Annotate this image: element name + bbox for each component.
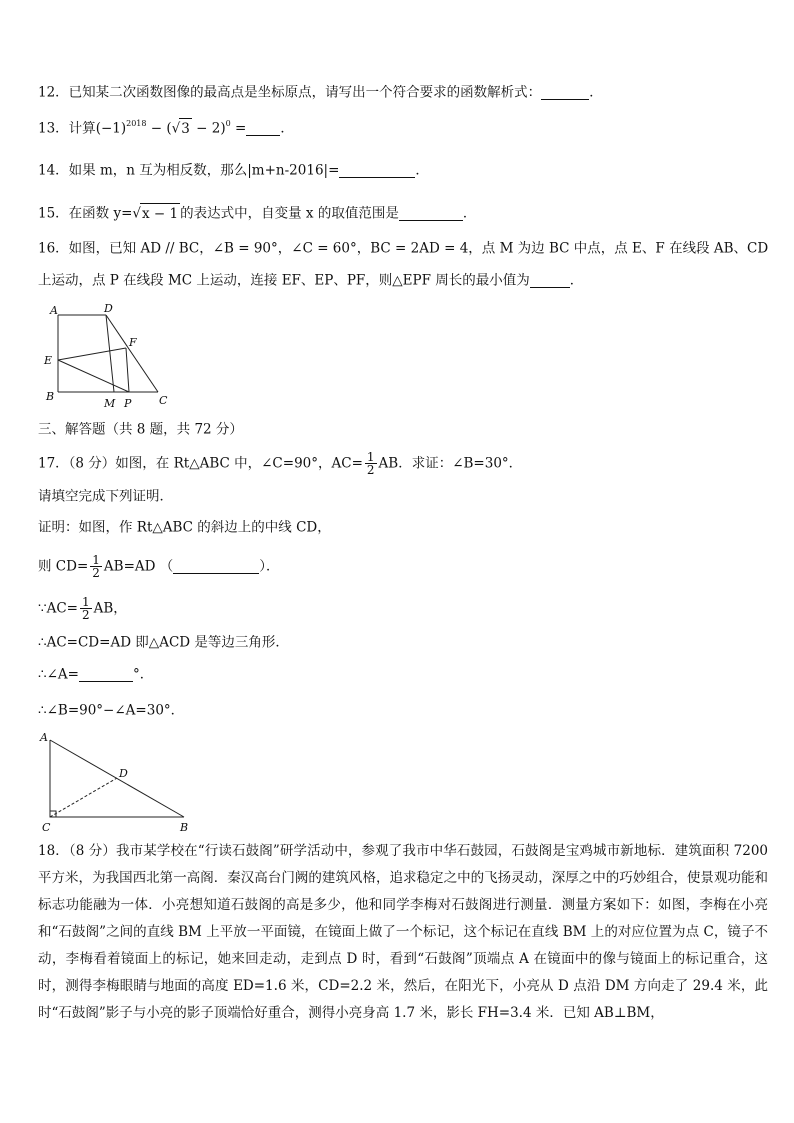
fraction: $\frac{1}{2}$ — [81, 595, 90, 622]
label-P: P — [124, 397, 132, 410]
question-14: 14．如果 m，n 互为相反数，那么|m+n-2016|= ． — [38, 162, 429, 179]
question-17-line-8: ∴∠B=90°−∠A=30°． — [38, 702, 185, 719]
question-18: 18．（8 分）我市某学校在“行读石鼓阁”研学活动中，参观了我市中华石鼓园，石鼓阁是宝鸡城市新地标．建筑面积 7200 平方米，为我国西北第一高阁．秦汉高台门阙的建筑风格，追求稳定之中的飞扬灵动，深厚之中的巧妙组合，使景观功能和标志功能融为一体．小亮想知道石鼓阁的高是多少，他和同学李梅对石鼓阁进行测量．测量方案如下：如图，李梅在小亮和“石鼓阁”之间的直线 BM 上平放一平面镜，在镜面上做了一个标记，这个标记在直线 BM 上的对应位置为点 C，镜子不动，李梅看着镜面上的标记，她来回走动，走到点 D 时，看到“石鼓阁”顶端点 A 在镜面中的像与镜面上的标记重合，这时，测得李梅眼睛与地面的高度 ED=1.6 米，CD=2.2 米，然后，在阳光下，小亮从 D 点沿 DM 方向走了 29.4 米，此时“石鼓阁”影子与小亮的影子顶端恰好重合，测得小亮身高 1.7 米，影长 FH=3.4 米．已知 AB⊥BM， — [38, 843, 768, 1021]
answer-blank[interactable] — [399, 206, 463, 221]
question-15: 15．在函数 y=√x − 1 的表达式中，自变量 x 的取值范围是 ． — [38, 203, 768, 224]
label-B: B — [180, 821, 189, 834]
figure-q17 — [36, 728, 196, 838]
answer-blank[interactable] — [246, 121, 280, 136]
question-17-line-6: ∴AC=CD=AD 即△ACD 是等边三角形． — [38, 634, 289, 651]
label-C: C — [159, 394, 168, 407]
answer-blank[interactable] — [530, 273, 570, 288]
label-D: D — [104, 302, 113, 315]
answer-blank[interactable] — [79, 667, 133, 682]
label-A: A — [40, 731, 48, 744]
answer-blank[interactable] — [541, 85, 589, 100]
sqrt-symbol: √ — [132, 205, 142, 222]
fraction: $\frac{1}{2}$ — [366, 450, 375, 477]
section-title: 三、解答题（共 8 题，共 72 分） — [38, 421, 243, 438]
question-17-line-5: ∵AC= $\frac{1}{2}$ AB， — [38, 595, 127, 622]
question-17-line-1: 17．（8 分）如图，在 Rt△ABC 中，∠C=90°，AC= $\frac{1}{2}$ AB．求证：∠B=30°． — [38, 450, 523, 477]
question-13: 13．计算$(-1)^{2018} - (√3 - 2)^0$ = ． — [38, 118, 294, 137]
label-E: E — [44, 354, 53, 367]
question-17-line-2: 请填空完成下列证明． — [38, 488, 173, 505]
question-17-line-3: 证明：如图，作 Rt△ABC 的斜边上的中线 CD， — [38, 519, 331, 536]
question-17-line-4: 则 CD= $\frac{1}{2}$ AB=AD （ ）． — [38, 553, 280, 580]
label-A: A — [50, 304, 58, 317]
figure-q16 — [38, 300, 170, 412]
answer-blank[interactable] — [339, 163, 415, 178]
answer-blank[interactable] — [173, 559, 259, 574]
q12-text: 12．已知某二次函数图像的最高点是坐标原点，请写出一个符合要求的函数解析式： — [38, 84, 542, 101]
fraction: $\frac{1}{2}$ — [92, 553, 100, 580]
label-D: D — [119, 767, 128, 780]
question-17-line-7: ∴∠A= °． — [38, 666, 154, 683]
label-B: B — [46, 390, 55, 403]
question-16-line-1: 16．如图，已知 AD // BC，∠B = 90°，∠C = 60°，BC = 2AD = 4，点 M 为边 BC 中点，点 E、F 在线段 AB、CD — [38, 240, 769, 257]
label-C: C — [42, 821, 51, 834]
question-16-line-2: 上运动，点 P 在线段 MC 上运动，连接 EF、EP、PF，则△EPF 周长的最小值为 ． — [38, 272, 584, 289]
label-F: F — [129, 336, 137, 349]
sqrt-symbol: √ — [171, 120, 181, 137]
question-12: 12．已知某二次函数图像的最高点是坐标原点，请写出一个符合要求的函数解析式： ． — [38, 84, 603, 101]
label-M: M — [104, 397, 116, 410]
